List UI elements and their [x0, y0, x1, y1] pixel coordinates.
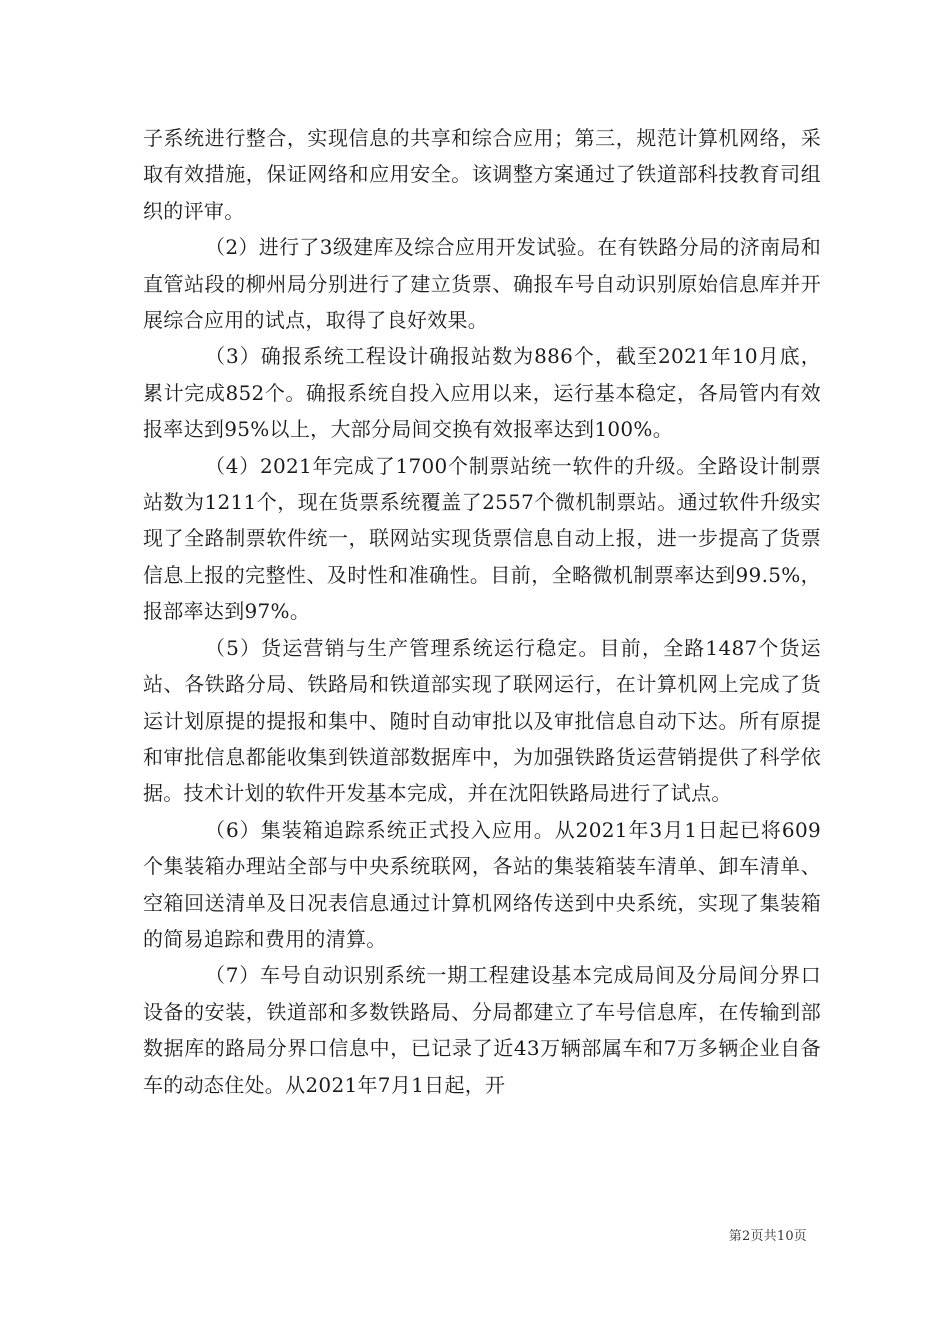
paragraph-item-5: （5）货运营销与生产管理系统运行稳定。目前，全路1487个货运站、各铁路分局、铁路局和铁道部实现了联网运行，在计算机网上完成了货运计划原提的提报和集中、随时自动审批以及审批信息自动下达。所有原提和审批信息都能收集到铁道部数据库中，为加强铁路货运营销提供了科学依据。技术计划的软件开发基本完成，并在沈阳铁路局进行了试点。: [143, 635, 821, 806]
page-number-footer: 第2页共10页: [728, 1229, 807, 1244]
paragraph-item-7: （7）车号自动识别系统一期工程建设基本完成局间及分局间分界口设备的安装，铁道部和多数铁路局、分局都建立了车号信息库，在传输到部数据库的路局分界口信息中，已记录了近43万辆部属车和7万多辆企业自备车的动态住处。从2021年7月1日起，开: [143, 963, 821, 1097]
document-body: [143, 120, 821, 1103]
paragraph-continuation: 子系统进行整合，实现信息的共享和综合应用；第三，规范计算机网络，采取有效措施，保证网络和应用安全。该调整方案通过了铁道部科技教育司组织的评审。: [143, 126, 821, 223]
paragraph-item-2: （2）进行了3级建库及综合应用开发试验。在有铁路分局的济南局和直管站段的柳州局分别进行了建立货票、确报车号自动识别原始信息库并开展综合应用的试点，取得了良好效果。: [143, 235, 821, 333]
paragraph-item-3: （3）确报系统工程设计确报站数为886个，截至2021年10月底，累计完成852个。确报系统自投入应用以来，运行基本稳定，各局管内有效报率达到95%以上，大部分局间交换有效报率达到100%。: [143, 344, 821, 442]
paragraph-item-4: （4）2021年完成了1700个制票站统一软件的升级。全路设计制票站数为1211个，现在货票系统覆盖了2557个微机制票站。通过软件升级实现了全路制票软件统一，联网站实现货票信息自动上报，进一步提高了货票信息上报的完整性、及时性和准确性。目前，全略微机制票率达到99.5%，报部率达到97%。: [143, 453, 821, 624]
paragraph-item-6: （6）集装箱追踪系统正式投入应用。从2021年3月1日起已将609个集装箱办理站全部与中央系统联网，各站的集装箱装车清单、卸车清单、空箱回送清单及日况表信息通过计算机网络传送到中央系统，实现了集装箱的简易追踪和费用的清算。: [143, 817, 821, 951]
